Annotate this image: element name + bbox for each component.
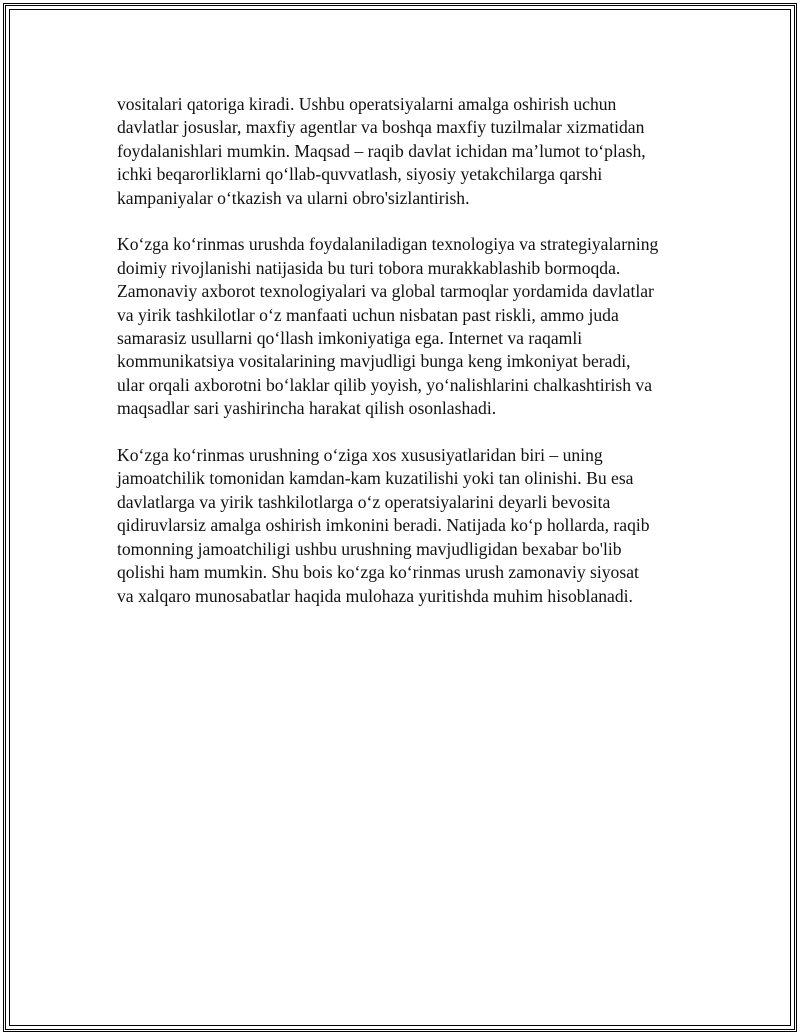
paragraph-2 [117, 233, 697, 420]
paragraph-1 [117, 93, 697, 210]
text-line: va xalqaro munosabatlar haqida mulohaza yuritishda muhim hisoblanadi. [117, 585, 633, 606]
text-line: Zamonaviy axborot texnologiyalari va global tarmoqlar yordamida davlatlar [117, 281, 654, 302]
text-line: davlatlar josuslar, maxfiy agentlar va boshqa maxfiy tuzilmalar xizmatidan [117, 117, 645, 138]
text-line: va yirik tashkilotlar o‘z manfaati uchun nisbatan past riskli, ammo juda [117, 304, 619, 325]
text-line: Ko‘zga ko‘rinmas urushda foydalaniladigan texnologiya va strategiyalarning [117, 234, 659, 255]
text-line: foydalanishlari mumkin. Maqsad – raqib davlat ichidan ma’lumot to‘plash, [117, 140, 646, 161]
paragraph-3 [117, 444, 697, 608]
text-line: jamoatchilik tomonidan kamdan-kam kuzatilishi yoki tan olinishi. Bu esa [117, 468, 634, 489]
text-line: Ko‘zga ko‘rinmas urushning o‘ziga xos xususiyatlaridan biri – uning [117, 445, 603, 466]
text-line: maqsadlar sari yashirincha harakat qilish osonlashadi. [117, 398, 497, 419]
text-line: kampaniyalar o‘tkazish va ularni obro'sizlantirish. [117, 187, 470, 208]
text-line: vositalari qatoriga kiradi. Ushbu operatsiyalarni amalga oshirish uchun [117, 94, 617, 114]
text-line: qidiruvlarsiz amalga oshirish imkonini beradi. Natijada ko‘p hollarda, raqib [117, 515, 650, 536]
text-line: ular orqali axborotni bo‘laklar qilib yoyish, yo‘nalishlarini chalkashtirish va [117, 374, 653, 395]
text-line: davlatlarga va yirik tashkilotlarga o‘z operatsiyalarini deyarli bevosita [117, 491, 611, 512]
text-line: kommunikatsiya vositalarining mavjudligi bunga keng imkoniyat beradi, [117, 351, 631, 372]
text-line: qolishi ham mumkin. Shu bois ko‘zga ko‘rinmas urush zamonaviy siyosat [117, 562, 639, 583]
text-line: ichki beqarorliklarni qo‘llab-quvvatlash, siyosiy yetakchilarga qarshi [117, 164, 603, 185]
text-line: doimiy rivojlanishi natijasida bu turi tobora murakkablashib bormoqda. [117, 257, 621, 278]
text-line: tomonning jamoatchiligi ushbu urushning mavjudligidan bexabar bo'lib [117, 538, 622, 559]
document-body [117, 93, 697, 631]
text-line: samarasiz usullarni qo‘llash imkoniyatiga ega. Internet va raqamli [117, 328, 583, 349]
